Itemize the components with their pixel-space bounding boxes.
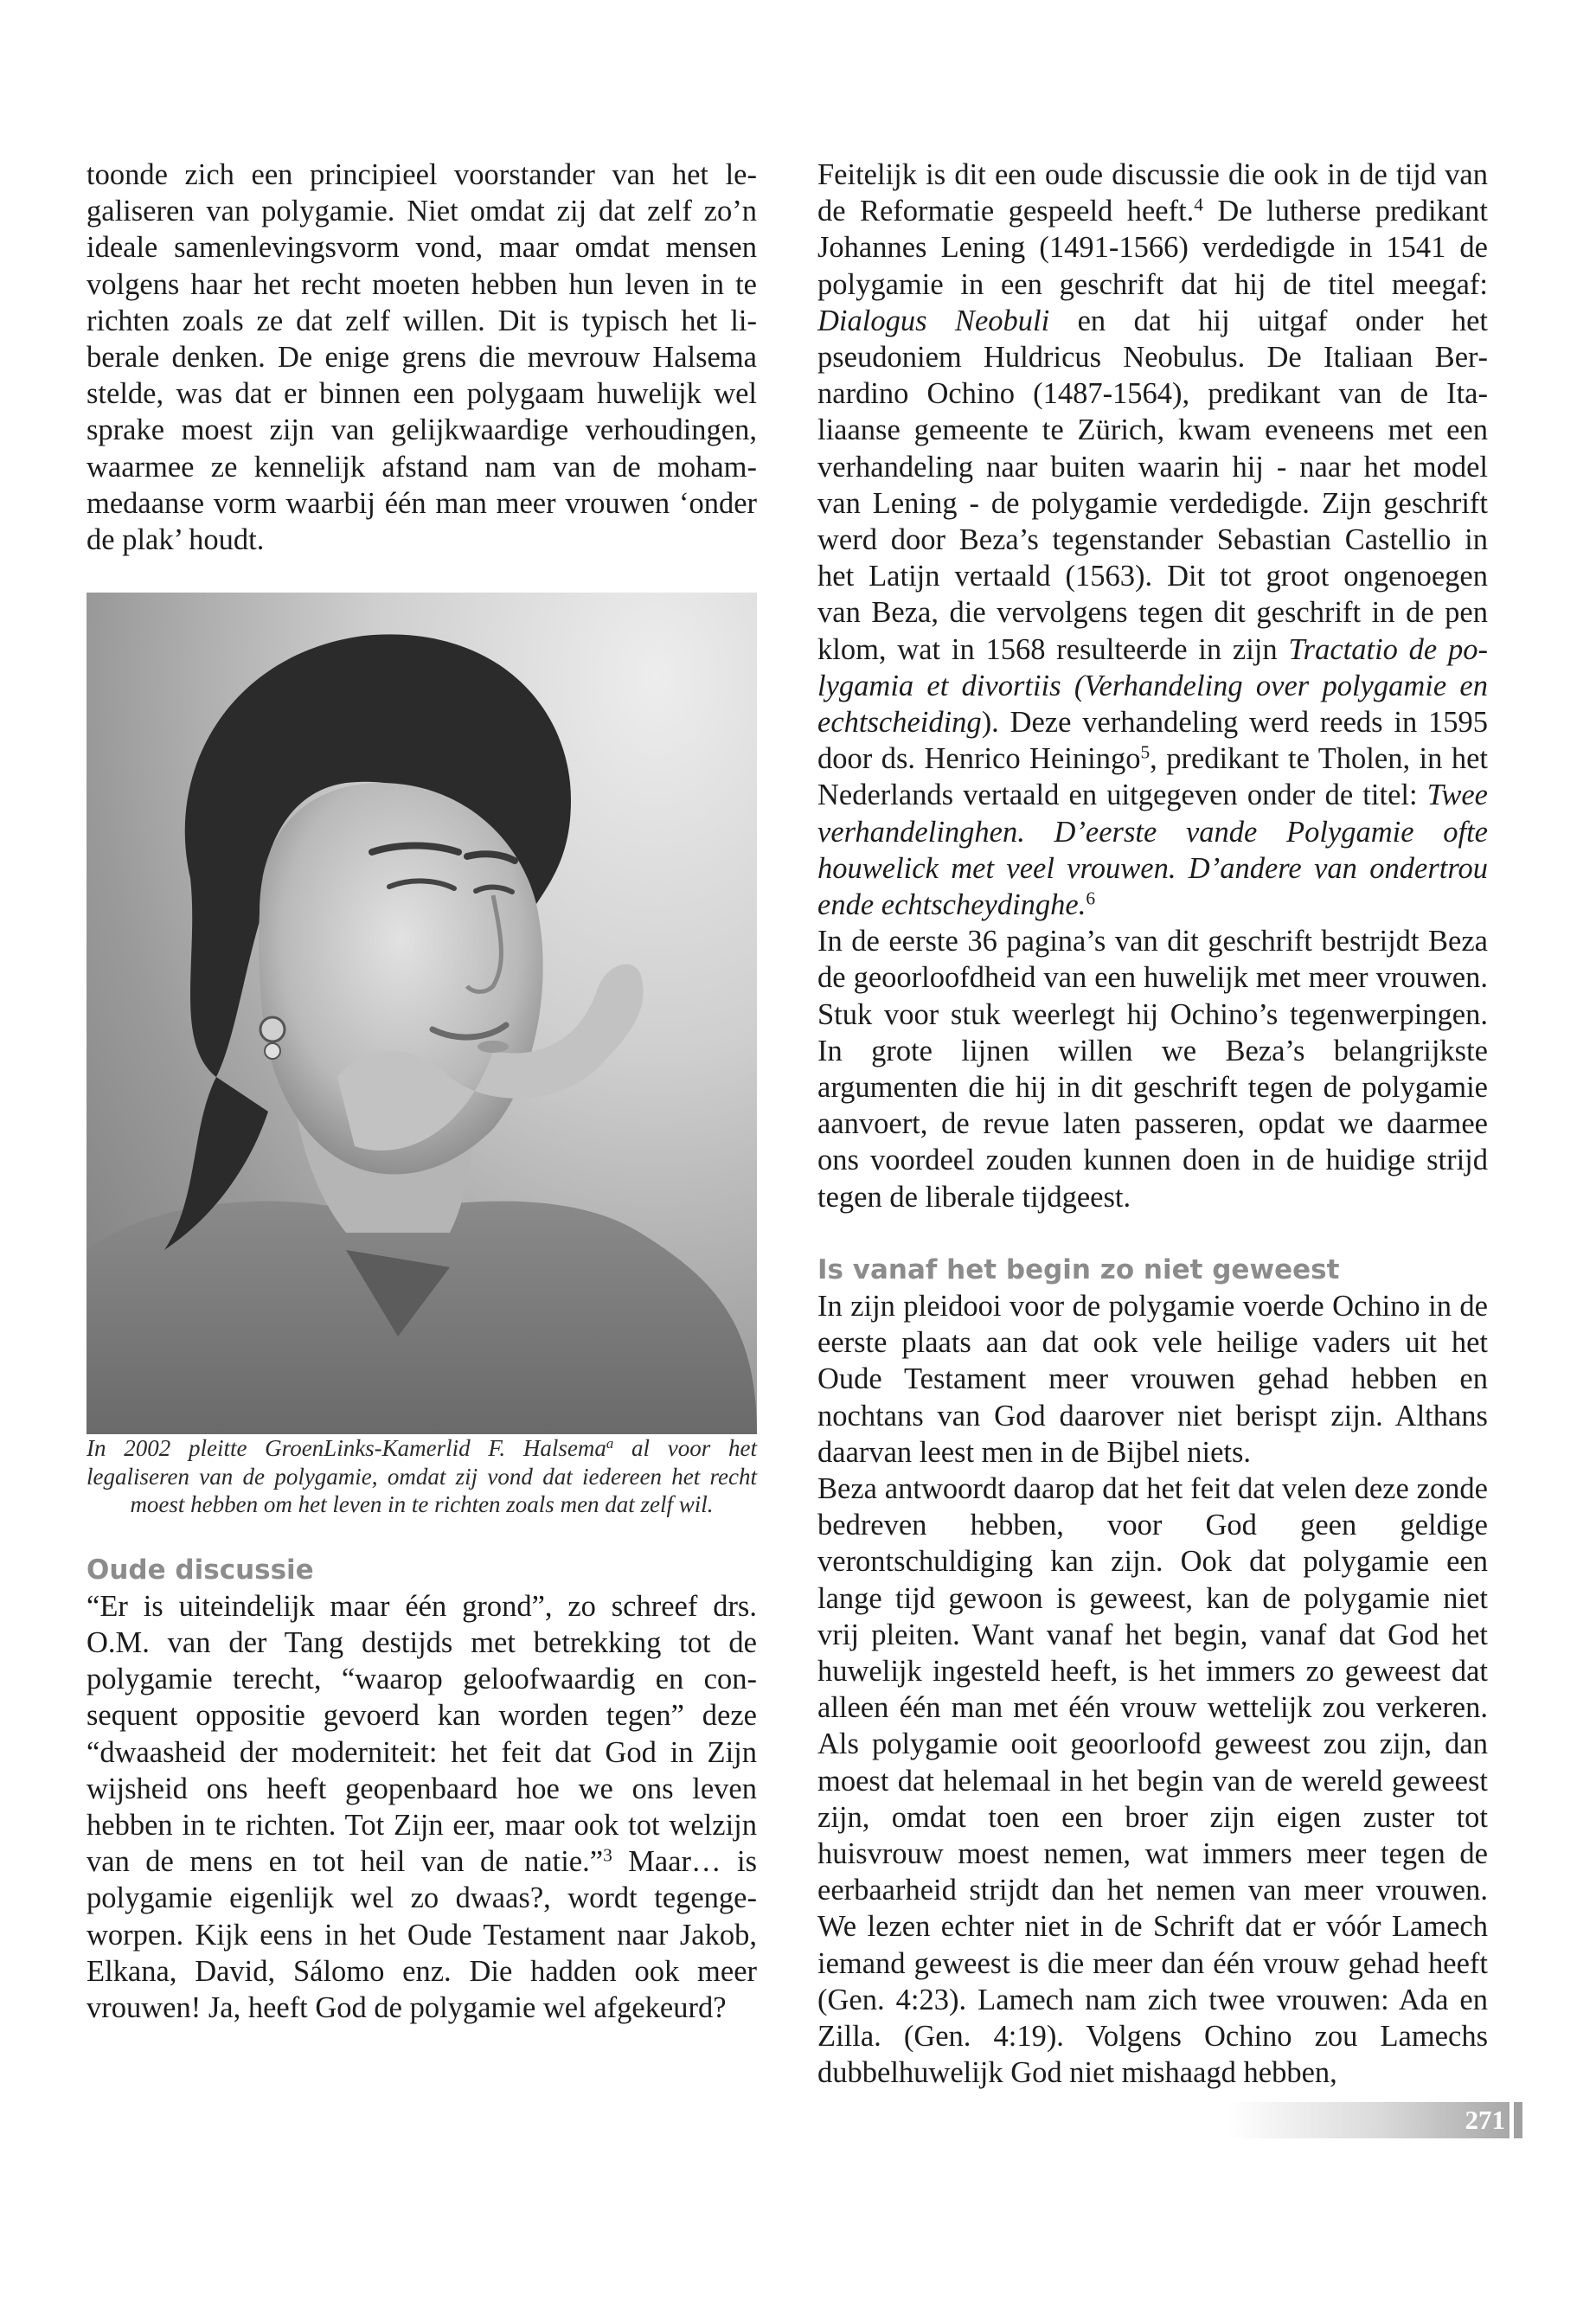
right-column bbox=[817, 157, 1488, 2091]
portrait-illustration bbox=[87, 593, 757, 1434]
text-segment: , predikant te Tholen, in het Nederlands vertaald en uitgegeven onder de titel: bbox=[817, 742, 1488, 812]
text-segment: Feitelijk is dit een oude discussie die ook in de tijd van de Reformatie gespeeld heeft. bbox=[817, 158, 1488, 228]
oude-discussie-paragraph bbox=[87, 1588, 757, 2026]
text-segment: en dat hij uitgaf onder het pseudoniem Huldricus Neobulus. De Italiaan Bernardino Ochino (1487-1564), predikant van de Italiaanse gemeente te Zürich, kwam eveneens met een verhandeling naar buiten waarin hij - naar het model van Lening - de polygamie verdedigde. Zijn geschrift werd door Beza’s tegenstander Sebastian Castellio in het Latijn vertaald (1563). Dit tot groot ongenoegen van Beza, die vervolgens tegen dit geschrift in de pen klom, wat in 1568 resulteerde in zijn bbox=[817, 304, 1488, 666]
caption-footnote-marker: a bbox=[606, 1435, 614, 1452]
reformatie-paragraph bbox=[817, 157, 1488, 923]
text-segment: De lutherse predikant Johannes Lening (1491-1566) verdedigde in 1541 de polygamie in een geschrift dat hij de titel meegaf: bbox=[817, 195, 1488, 301]
intro-paragraph: toonde zich een principieel voorstander van het legaliseren van polygamie. Niet omdat zij dat zelf zo’n ideale samenlevingsvorm vond, maar omdat mensen volgens haar het recht moeten hebben hun leven in te richten zoals ze dat zelf willen. Dit is typisch het liberale denken. De enige grens die mevrouw Halsema stelde, was dat er binnen een polygaam huwelijk wel sprake moest zijn van gelijkwaardige verhoudingen, waarmee ze kennelijk afstand nam van de mohammedaanse vorm waarbij één man meer vrouwen ‘onder de plak’ houdt. bbox=[87, 158, 757, 557]
portrait-photo bbox=[87, 593, 757, 1434]
beza-answer-paragraph: Beza antwoordt daarop dat het feit dat velen deze zonde bedreven hebben, voor God geen geldige verontschuldiging kan zijn. Ook dat polygamie een lange tijd gewoon is geweest, kan de polygamie niet vrij pleiten. Want vanaf het begin, vanaf dat God het huwelijk ingesteld heeft, is het immers zo geweest dat alleen één man met één vrouw wettelijk zou verkeren. Als polygamie ooit geoorloofd geweest zou zijn, dan moest dat helemaal in het begin van de wereld geweest zijn, omdat toen een broer zijn eigen zuster tot huisvrouw moest nemen, wat immers meer tegen de eerbaarheid strijdt dan het nemen van meer vrouwen. We lezen echter niet in de Schrift dat er vóór Lamech iemand geweest is die meer dan één vrouw gehad heeft (Gen. 4:23). Lamech nam zich twee vrouwen: Ada en Zilla. (Gen. 4:19). Volgens Ochino zou Lamechs dubbelhuwelijk God niet mishaagd hebben, bbox=[817, 1471, 1488, 2090]
section-heading-oude-discussie: Oude discussie bbox=[87, 1554, 314, 1586]
ochino-paragraph: In zijn pleidooi voor de polygamie voerde Ochino in de eerste plaats aan dat ook vele heilige vaders uit het Oude Testament meer vrouwen gehad hebben en nochtans van God daarover niet berispt zijn. Althans daarvan leest men in de Bijbel niets. bbox=[817, 1289, 1488, 1469]
beza-paragraph: In de eerste 36 pagina’s van dit geschrift bestrijdt Beza de geoorloofdheid van een huwelijk met meer vrouwen. Stuk voor stuk weerlegt hij Ochino’s tegenwerpingen. In grote lijnen willen we Beza’s belangrijkste argumenten die hij in dit geschrift tegen de polygamie aanvoert, de revue laten passeren, opdat we daarmee ons voordeel zouden kunnen doen in de huidige strijd tegen de liberale tijdgeest. bbox=[817, 925, 1488, 1214]
caption-text: In 2002 pleitte GroenLinks-Kamerlid F. Halsema bbox=[87, 1435, 606, 1462]
footer-bar-end bbox=[1514, 2102, 1522, 2138]
footnote-marker: 5 bbox=[1140, 741, 1151, 763]
left-column bbox=[87, 157, 757, 2026]
footnote-marker: 3 bbox=[603, 1844, 612, 1866]
title-italic: Twee verhandelinghen. D’eerste vande Polygamie ofte houwelick met veel vrouwen. D’andere van ondertrou ende echtscheydinghe. bbox=[817, 779, 1488, 922]
caption-text-continued: al voor het legaliseren van de polygamie, omdat zij vond dat iedereen het recht moest hebben om het leven in te richten zoals men dat zelf wil. bbox=[87, 1435, 757, 1518]
text-segment: ). Deze verhandeling werd reeds in 1595 door ds. Henrico Heiningo bbox=[817, 706, 1488, 776]
paragraph-text: “Er is uiteindelijk maar één grond”, zo schreef drs. O.M. van der Tang destijds met betrekking tot de polygamie terecht, “waarop geloofwaardig en consequent oppositie gevoerd kan worden tegen” deze “dwaasheid der moderniteit: het feit dat God in Zijn wijsheid ons heeft geopenbaard hoe we ons leven hebben in te richten. Tot Zijn eer, maar ook tot welzijn van de mens en tot heil van de natie.” bbox=[87, 1589, 757, 1879]
photo-caption bbox=[87, 1434, 757, 1519]
title-italic: Dialogus Neobuli bbox=[817, 304, 1050, 337]
footnote-marker: 6 bbox=[1086, 888, 1096, 909]
footnote-marker: 4 bbox=[1194, 194, 1203, 215]
title-italic: Tractatio de polygamia et divortiis (Verhandeling over polygamie en echtscheiding bbox=[817, 632, 1488, 740]
paragraph-text-continued: Maar… is polygamie eigenlijk wel zo dwaas?, wordt tegengeworpen. Kijk eens in het Oude Testament naar Jakob, Elkana, David, Sálomo enz. Die hadden ook meer vrouwen! Ja, heeft God de polygamie wel afgekeurd? bbox=[87, 1845, 757, 2024]
section-heading-is-vanaf-het-begin: Is vanaf het begin zo niet geweest bbox=[817, 1253, 1340, 1285]
page-number: 271 bbox=[1465, 2105, 1505, 2135]
